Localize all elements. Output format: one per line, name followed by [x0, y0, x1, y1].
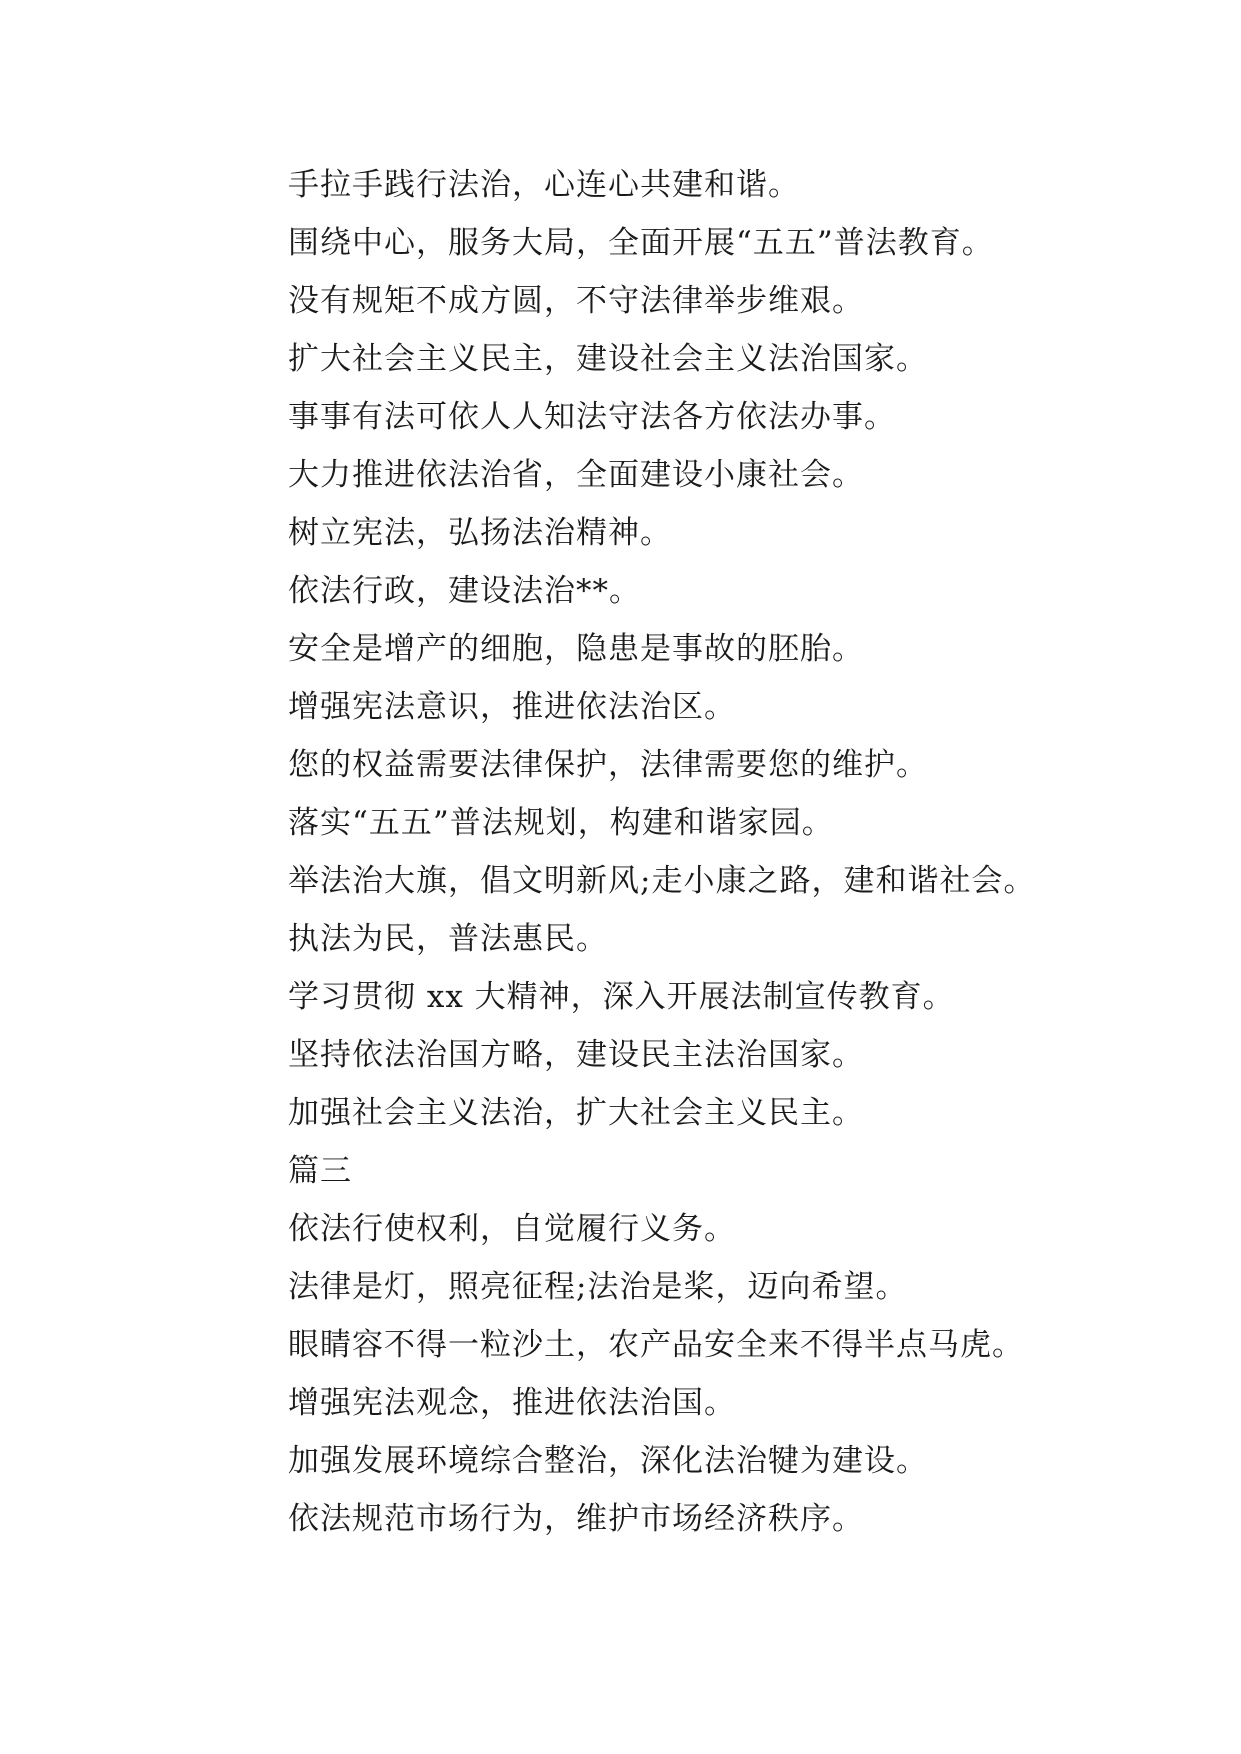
text-line: 扩大社会主义民主，建设社会主义法治国家。 — [288, 341, 928, 377]
text-line: 事事有法可依人人知法守法各方依法办事。 — [288, 399, 896, 435]
text-line: 您的权益需要法律保护，法律需要您的维护。 — [288, 747, 928, 783]
text-line: 学习贯彻 xx 大精神，深入开展法制宣传教育。 — [288, 979, 955, 1015]
text-line: 举法治大旗，倡文明新风;走小康之路，建和谐社会。 — [288, 863, 1036, 899]
text-line: 大力推进依法治省，全面建设小康社会。 — [288, 457, 864, 493]
text-line: 没有规矩不成方圆，不守法律举步维艰。 — [288, 283, 864, 319]
text-line: 增强宪法意识，推进依法治区。 — [288, 689, 736, 725]
text-line: 加强社会主义法治，扩大社会主义民主。 — [288, 1095, 864, 1131]
text-line: 安全是增产的细胞，隐患是事故的胚胎。 — [288, 631, 864, 667]
text-line: 加强发展环境综合整治，深化法治犍为建设。 — [288, 1443, 928, 1479]
text-line: 手拉手践行法治，心连心共建和谐。 — [288, 167, 800, 203]
section-heading: 篇三 — [288, 1153, 352, 1189]
text-line: 依法规范市场行为，维护市场经济秩序。 — [288, 1501, 864, 1537]
document-body — [288, 156, 1188, 1548]
text-line: 依法行使权利，自觉履行义务。 — [288, 1211, 736, 1247]
text-line: 增强宪法观念，推进依法治国。 — [288, 1385, 736, 1421]
text-line: 法律是灯，照亮征程;法治是桨，迈向希望。 — [288, 1269, 908, 1305]
text-line: 树立宪法，弘扬法治精神。 — [288, 515, 672, 551]
text-line: 围绕中心，服务大局，全面开展“五五”普法教育。 — [288, 225, 994, 261]
text-line: 落实“五五”普法规划，构建和谐家园。 — [288, 805, 834, 841]
text-line: 眼睛容不得一粒沙土，农产品安全来不得半点马虎。 — [288, 1327, 1024, 1363]
text-line: 执法为民，普法惠民。 — [288, 921, 608, 957]
text-line: 依法行政，建设法治**。 — [288, 573, 641, 609]
text-line: 坚持依法治国方略，建设民主法治国家。 — [288, 1037, 864, 1073]
